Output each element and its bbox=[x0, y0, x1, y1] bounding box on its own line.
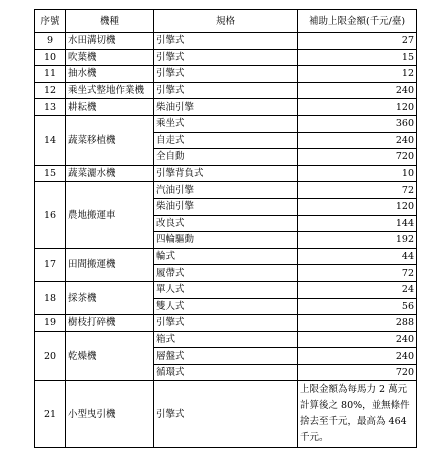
subsidy-amount: 288 bbox=[298, 315, 417, 332]
machine-spec: 引擎式 bbox=[154, 82, 298, 99]
header-name: 機種 bbox=[66, 10, 154, 33]
machine-spec: 單人式 bbox=[154, 281, 298, 298]
machine-name: 抽水機 bbox=[66, 66, 154, 83]
subsidy-amount: 720 bbox=[298, 149, 417, 166]
row-no: 20 bbox=[35, 331, 66, 381]
machine-spec: 引擎式 bbox=[154, 315, 298, 332]
subsidy-amount: 192 bbox=[298, 232, 417, 249]
subsidy-amount: 10 bbox=[298, 165, 417, 182]
subsidy-amount: 15 bbox=[298, 49, 417, 66]
machine-spec: 自走式 bbox=[154, 132, 298, 149]
machine-spec: 柴油引擎 bbox=[154, 198, 298, 215]
subsidy-amount: 27 bbox=[298, 33, 417, 50]
header-amount: 補助上限金額(千元/臺) bbox=[298, 10, 417, 33]
table-body bbox=[35, 33, 417, 381]
machine-name: 乾燥機 bbox=[66, 331, 154, 381]
machine-name: 田間搬運機 bbox=[66, 248, 154, 281]
row-no: 12 bbox=[35, 82, 66, 99]
machine-spec: 引擎式 bbox=[154, 33, 298, 50]
machine-spec: 引擎背負式 bbox=[154, 165, 298, 182]
table-row bbox=[35, 82, 417, 99]
table-row bbox=[35, 49, 417, 66]
subsidy-amount: 72 bbox=[298, 182, 417, 199]
machine-spec: 柴油引擎 bbox=[154, 99, 298, 116]
row-no: 14 bbox=[35, 115, 66, 165]
machine-spec: 雙人式 bbox=[154, 298, 298, 315]
table-row bbox=[35, 165, 417, 182]
subsidy-amount: 240 bbox=[298, 348, 417, 365]
row-no: 15 bbox=[35, 165, 66, 182]
machine-spec: 循環式 bbox=[154, 364, 298, 381]
subsidy-table bbox=[34, 9, 417, 448]
table-row bbox=[35, 66, 417, 83]
header-no: 序號 bbox=[35, 10, 66, 33]
subsidy-amount: 56 bbox=[298, 298, 417, 315]
machine-name: 農地搬運車 bbox=[66, 182, 154, 248]
row-no: 16 bbox=[35, 182, 66, 248]
subsidy-amount: 120 bbox=[298, 198, 417, 215]
machine-spec: 箱式 bbox=[154, 331, 298, 348]
table-row bbox=[35, 33, 417, 50]
row-no: 11 bbox=[35, 66, 66, 83]
subsidy-amount: 240 bbox=[298, 132, 417, 149]
table-row-21 bbox=[35, 381, 417, 448]
subsidy-amount: 144 bbox=[298, 215, 417, 232]
subsidy-amount: 240 bbox=[298, 82, 417, 99]
machine-name: 採茶機 bbox=[66, 281, 154, 314]
table-row bbox=[35, 99, 417, 116]
table-row bbox=[35, 182, 417, 199]
machine-spec: 層盤式 bbox=[154, 348, 298, 365]
table-row bbox=[35, 281, 417, 298]
machine-name: 小型曳引機 bbox=[66, 381, 154, 448]
table-row bbox=[35, 248, 417, 265]
row-no: 21 bbox=[35, 381, 66, 448]
machine-spec: 輪式 bbox=[154, 248, 298, 265]
header-spec: 規格 bbox=[154, 10, 298, 33]
machine-spec: 引擎式 bbox=[154, 66, 298, 83]
machine-name: 耕耘機 bbox=[66, 99, 154, 116]
machine-spec: 汽油引擎 bbox=[154, 182, 298, 199]
machine-name: 樹枝打碎機 bbox=[66, 315, 154, 332]
machine-name: 蔬菜灑水機 bbox=[66, 165, 154, 182]
row-no: 17 bbox=[35, 248, 66, 281]
subsidy-amount: 120 bbox=[298, 99, 417, 116]
machine-spec: 全自動 bbox=[154, 149, 298, 166]
machine-spec: 引擎式 bbox=[154, 381, 298, 448]
machine-spec: 履帶式 bbox=[154, 265, 298, 282]
row-no: 18 bbox=[35, 281, 66, 314]
subsidy-amount: 12 bbox=[298, 66, 417, 83]
machine-name: 乘坐式整地作業機 bbox=[66, 82, 154, 99]
machine-name: 蔬菜移植機 bbox=[66, 115, 154, 165]
machine-spec: 引擎式 bbox=[154, 49, 298, 66]
row-no: 19 bbox=[35, 315, 66, 332]
header-row bbox=[35, 10, 417, 33]
machine-spec: 四輪驅動 bbox=[154, 232, 298, 249]
machine-name: 吹葉機 bbox=[66, 49, 154, 66]
row-no: 13 bbox=[35, 99, 66, 116]
subsidy-note: 上限金額為每馬力 2 萬元計算後之 80%，並無條件捨去至千元，最高為 464 千元。 bbox=[298, 381, 417, 448]
subsidy-amount: 24 bbox=[298, 281, 417, 298]
row-no: 9 bbox=[35, 33, 66, 50]
machine-spec: 乘坐式 bbox=[154, 115, 298, 132]
table-row bbox=[35, 115, 417, 132]
subsidy-amount: 360 bbox=[298, 115, 417, 132]
subsidy-amount: 44 bbox=[298, 248, 417, 265]
table-row bbox=[35, 331, 417, 348]
subsidy-amount: 72 bbox=[298, 265, 417, 282]
table-row bbox=[35, 315, 417, 332]
row-no: 10 bbox=[35, 49, 66, 66]
machine-name: 水田溝切機 bbox=[66, 33, 154, 50]
subsidy-amount: 720 bbox=[298, 364, 417, 381]
subsidy-amount: 240 bbox=[298, 331, 417, 348]
machine-spec: 改良式 bbox=[154, 215, 298, 232]
